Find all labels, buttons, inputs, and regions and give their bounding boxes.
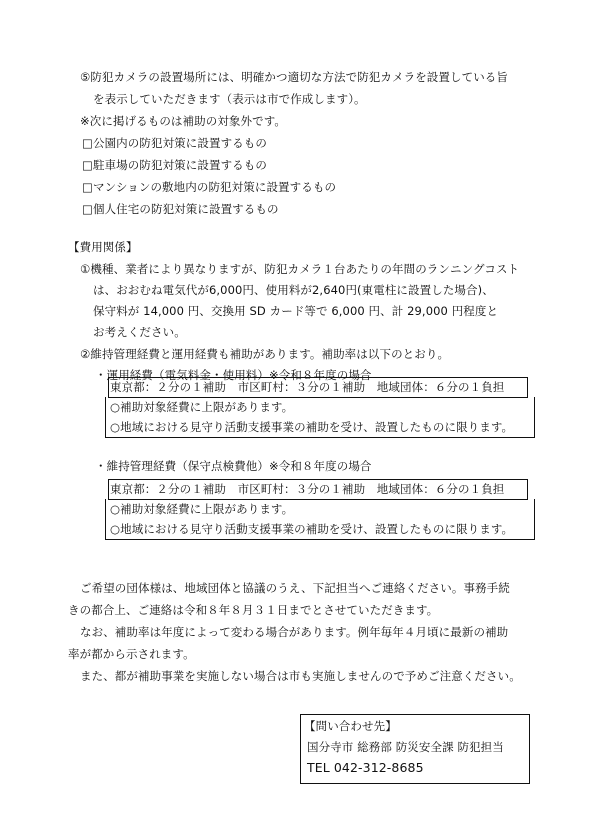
costs-item1-line1: ①機種、業者により異なりますが、防犯カメラ１台あたりの年間のランニングコスト bbox=[80, 262, 520, 276]
closing-p3: また、都が補助事業を実施しない場合は市も実施しませんので予めご注意ください。 bbox=[80, 669, 521, 683]
costs-heading: 【費用関係】 bbox=[68, 240, 138, 254]
operating-note1: ○補助対象経費に上限があります。 bbox=[110, 400, 294, 414]
operating-cost-title: ・運用経費（電気料金・使用料）※令和８年度の場合 bbox=[95, 368, 372, 382]
costs-item1-line3: 保守料が 14,000 円、交換用 SD カード等で 6,000 円、計 29,000 円程度と bbox=[93, 304, 499, 318]
maintenance-rate: 東京都：２分の１補助 市区町村：３分の１補助 地域団体：６分の１負担 bbox=[110, 482, 505, 496]
costs-item1-line2: は、おおむね電気代が6,000円、使用料が2,640円(東電柱に設置した場合)、 bbox=[93, 283, 494, 297]
exclusion-item: □マンションの敷地内の防犯対策に設置するもの bbox=[82, 180, 337, 194]
closing-p1-line2: きの都合上、ご連絡は令和８年８月３１日までとさせていただきます。 bbox=[68, 603, 439, 617]
operating-rate: 東京都：２分の１補助 市区町村：３分の１補助 地域団体：６分の１負担 bbox=[110, 380, 505, 394]
contact-department: 国分寺市 総務部 防災安全課 防犯担当 bbox=[307, 740, 504, 754]
exclusion-item: □個人住宅の防犯対策に設置するもの bbox=[82, 202, 279, 216]
costs-item1-line4: お考えください。 bbox=[93, 325, 186, 339]
exclusion-item: □公園内の防犯対策に設置するもの bbox=[82, 136, 267, 150]
contact-heading: 【問い合わせ先】 bbox=[304, 719, 397, 733]
notice-item5-line1: ⑤防犯カメラの設置場所には、明確かつ適切な方法で防犯カメラを設置している旨 bbox=[80, 70, 509, 84]
contact-tel: TEL 042-312-8685 bbox=[307, 760, 424, 775]
closing-p2-line2: 率が都から示されます。 bbox=[68, 647, 195, 661]
maintenance-cost-title: ・維持管理経費（保守点検費他）※令和８年度の場合 bbox=[95, 459, 372, 473]
closing-p2-line1: なお、補助率は年度によって変わる場合があります。例年毎年４月頃に最新の補助 bbox=[80, 625, 509, 639]
exclusions-heading: ※次に掲げるものは補助の対象外です。 bbox=[80, 114, 287, 128]
notice-item5-line2: を表示していただきます（表示は市で作成します）。 bbox=[93, 92, 366, 106]
closing-p1-line1: ご希望の団体様は、地域団体と協議のうえ、下記担当へご連絡ください。事務手続 bbox=[80, 581, 510, 595]
maintenance-note2: ○地域における見守り活動支援事業の補助を受け、設置したものに限ります。 bbox=[110, 522, 514, 536]
costs-item2: ②維持管理経費と運用経費も補助があります。補助率は以下のとおり。 bbox=[80, 347, 450, 361]
exclusion-item: □駐車場の防犯対策に設置するもの bbox=[82, 158, 267, 172]
maintenance-note1: ○補助対象経費に上限があります。 bbox=[110, 502, 294, 516]
operating-note2: ○地域における見守り活動支援事業の補助を受け、設置したものに限ります。 bbox=[110, 420, 514, 434]
